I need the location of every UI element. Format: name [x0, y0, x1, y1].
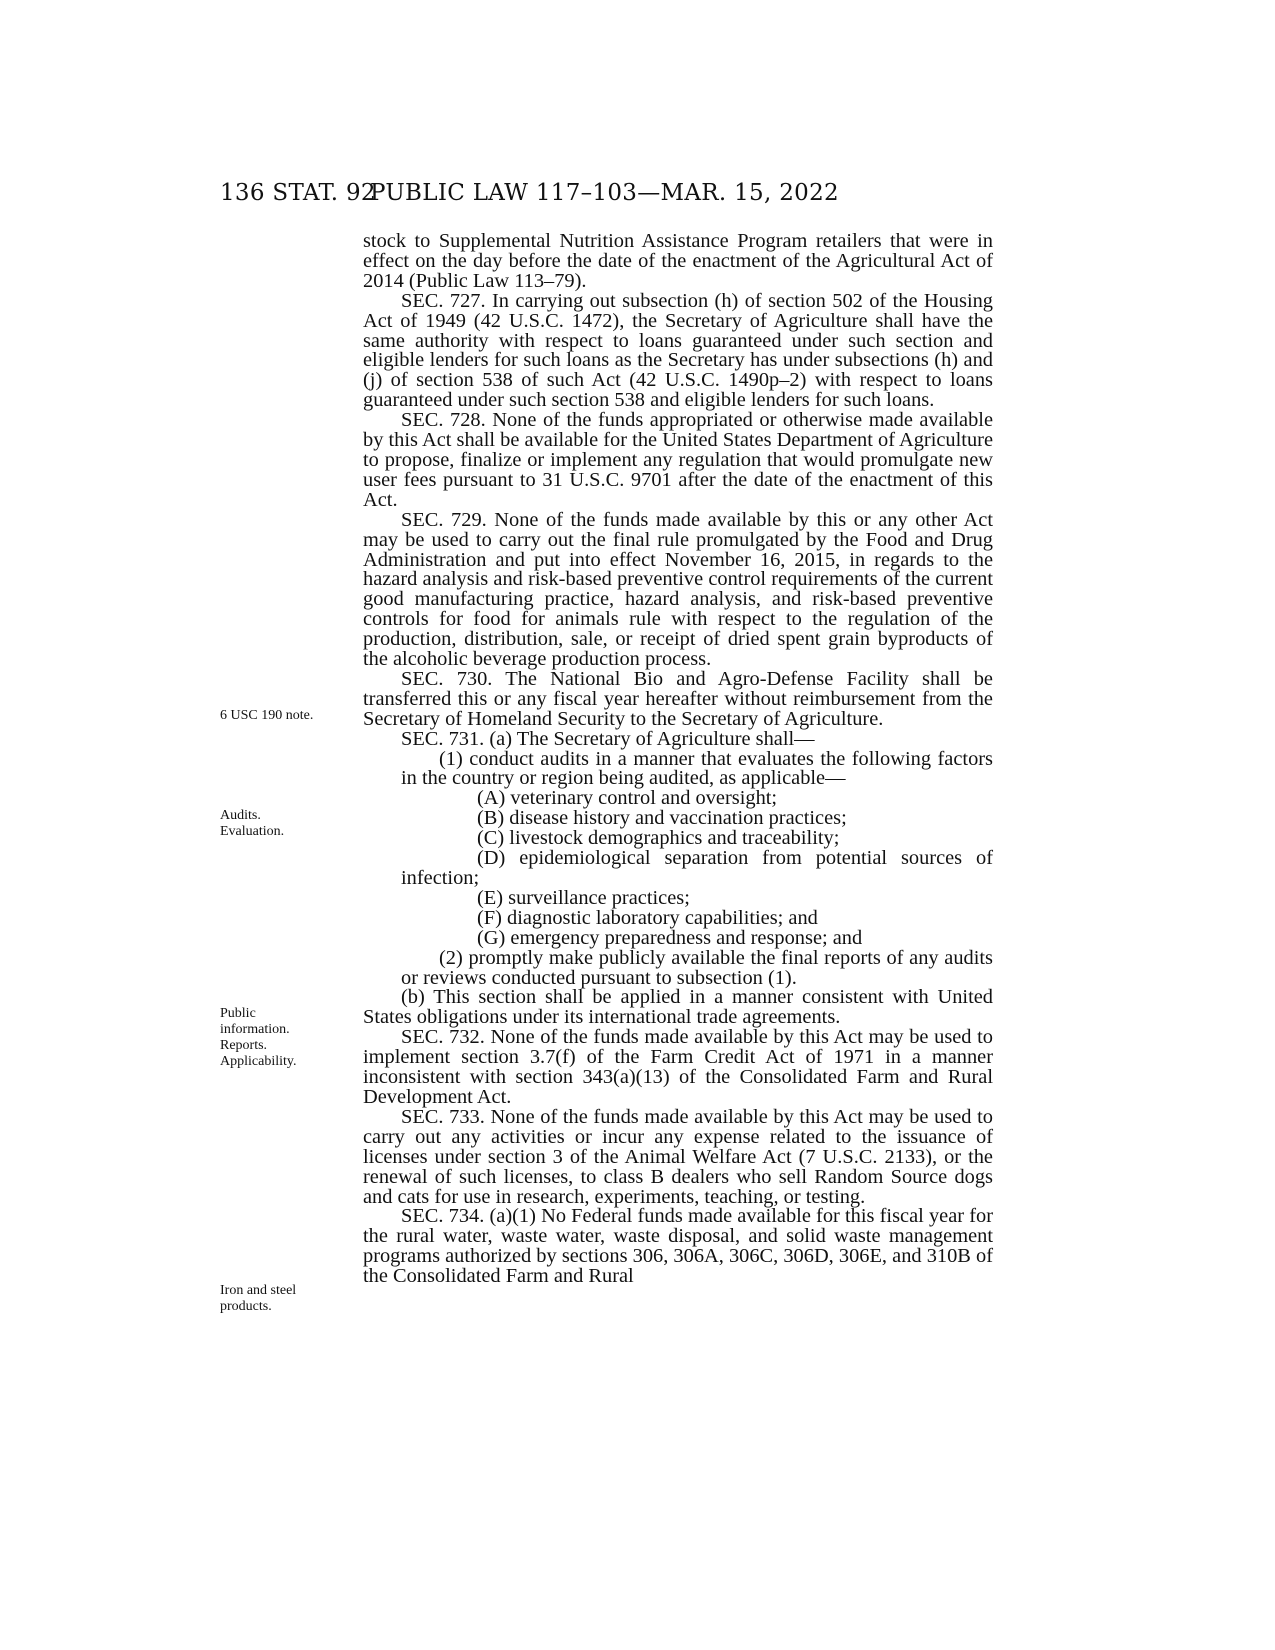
margin-note-line: Audits.: [220, 808, 261, 823]
section-731-a-1-E: (E) surveillance practices;: [477, 886, 690, 909]
page-header: [220, 180, 1013, 220]
margin-note-line: Iron and steel: [220, 1283, 297, 1298]
running-head: PUBLIC LAW 117–103—MAR. 15, 2022: [370, 180, 839, 206]
section-727: SEC. 727. In carrying out subsection (h) of section 502 of the Housing Act of 1949 (42 U.S.C. 1472), the Secretary of Agriculture shall have the same authority with respect to loans guaranteed under such section and eligible lenders for such loans as the Secretary has under subsections (h) and (j) of section 538 of such Act (42 U.S.C. 1490p–2) with respect to loans guaranteed under such section 538 and eligible lenders for such loans.: [363, 289, 993, 412]
section-731-a: SEC. 731. (a) The Secretary of Agriculture shall—: [401, 727, 815, 750]
section-731-a-1-F: (F) diagnostic laboratory capabilities; and: [477, 906, 818, 929]
statute-body: [363, 232, 993, 1287]
section-731-a-1-G: (G) emergency preparedness and response; and: [477, 926, 863, 949]
margin-note-line: Evaluation.: [220, 824, 285, 839]
section-731-a-1-A: (A) veterinary control and oversight;: [477, 787, 778, 810]
section-730: SEC. 730. The National Bio and Agro-Defense Facility shall be transferred this or any fiscal year hereafter without reimbursement from the Secretary of Homeland Security to the Secretary of Agriculture.: [363, 667, 993, 730]
margin-note-line: Applicability.: [220, 1054, 297, 1069]
section-732: SEC. 732. None of the funds made available by this Act may be used to implement section 3.7(f) of the Farm Credit Act of 1971 in a manner inconsistent with section 343(a)(13) of the Consolidated Farm and Rural Development Act.: [363, 1026, 993, 1108]
margin-note-line: information.: [220, 1022, 290, 1037]
section-728: SEC. 728. None of the funds appropriated or otherwise made available by this Act shall be available for the United States Department of Agriculture to propose, finalize or implement any regulation that would promulgate new user fees pursuant to 31 U.S.C. 9701 after the date of the enactment of this Act.: [363, 409, 993, 511]
margin-note-line: Public: [220, 1006, 256, 1021]
section-731-a-1: (1) conduct audits in a manner that evaluates the following factors in the country or region being audited, as applicable—: [401, 747, 993, 790]
section-733: SEC. 733. None of the funds made available by this Act may be used to carry out any activities or incur any expense related to the issuance of licenses under section 3 of the Animal Welfare Act (7 U.S.C. 2133), or the renewal of such licenses, to class B dealers who sell Random Source dogs and cats for use in research, experiments, teaching, or testing.: [363, 1105, 993, 1208]
section-729: SEC. 729. None of the funds made available by this or any other Act may be used to carry out the final rule promulgated by the Food and Drug Administration and put into effect November 16, 2015, in regards to the hazard analysis and risk-based preventive control requirements of the current good manufacturing practice, hazard analysis, and risk-based preventive controls for food for animals rule with respect to the regulation of the production, distribution, sale, or receipt of dried spent grain byproducts of the alcoholic beverage production process.: [363, 508, 993, 671]
margin-note-line: products.: [220, 1299, 272, 1314]
folio: 136 STAT. 92: [220, 180, 376, 206]
section-731-a-1-C: (C) livestock demographics and traceability;: [477, 827, 840, 850]
margin-note-iron-steel: [220, 1283, 340, 1315]
margin-note-line: 6 USC 190 note.: [220, 708, 314, 723]
section-734: SEC. 734. (a)(1) No Federal funds made available for this fiscal year for the rural water, waste water, waste disposal, and solid waste management programs authorized by sections 306, 306A, 306C, 306D, 306E, and 310B of the Consolidated Farm and Rural: [363, 1205, 993, 1288]
section-731-a-1-B: (B) disease history and vaccination practices;: [477, 807, 847, 830]
margin-note-audits: [220, 808, 340, 840]
section-731-a-1-D: (D) epidemiological separation from potential sources of infection;: [401, 847, 993, 889]
margin-note-6usc: [220, 708, 340, 724]
margin-note-line: Reports.: [220, 1038, 268, 1053]
section-731-b: (b) This section shall be applied in a manner consistent with United States obligations under its international trade agreements.: [363, 986, 993, 1029]
paragraph-continuation: stock to Supplemental Nutrition Assistance Program retailers that were in effect on the day before the date of the enactment of the Agricultural Act of 2014 (Public Law 113–79).: [363, 230, 993, 292]
margin-note-public-info: [220, 1006, 340, 1070]
section-731-a-2: (2) promptly make publicly available the final reports of any audits or reviews conducted pursuant to subsection (1).: [401, 946, 993, 989]
